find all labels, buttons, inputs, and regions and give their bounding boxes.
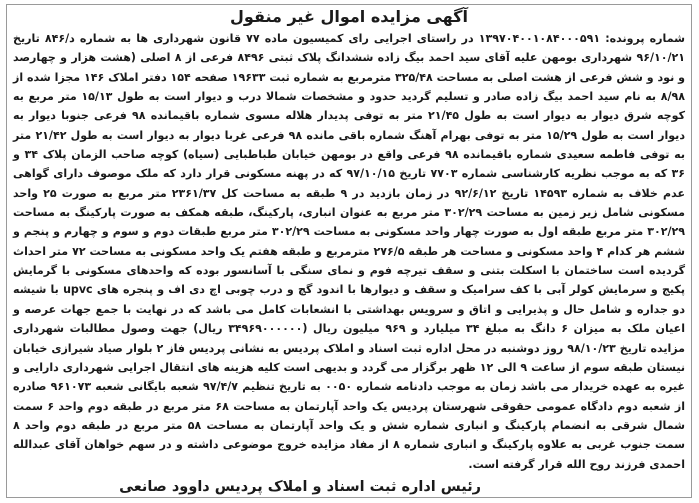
signature-line: رئیس اداره ثبت اسناد و املاک پردیس داوود صانعی: [119, 478, 481, 495]
notice-page: [6, 4, 692, 498]
notice-title: آگهی مزایده اموال غیر منقول: [230, 7, 468, 26]
notice-body: شماره پرونده: ۱۳۹۷۰۴۰۰۱۰۸۴۰۰۰۵۹۱ در راستای اجرایی رای کمیسیون ماده ۷۷ قانون شهرداری ها به شماره د/۸۴۶ تاریخ ۹۶/۱۰/۲۱ شهرداری بومهن علیه آقای سید احمد بیگ زاده ششدانگ پلاک ثبتی ۸۴۹۶ فرعی از ۸ اصلی (هشت هزار و چهارصد و نود و شش فرعی از هشت اصلی به مساحت ۳۲۵/۴۸ مترمربع به شماره ثبت ۱۹۶۳۳ صفحه ۱۵۴ دفتر املاک ۱۴۶ مجزا شده از ۸/۹۸ به نام سید احمد بیگ زاده صادر و تسلیم گردید حدود و مشخصات شمالا درب و دیوار است به طول ۱۵/۱۳ متر مربع به کوچه شرق دیوار به دیوار است به طول ۲۱/۴۵ متر به توفی پدیدار هلاله مسوی شماره باقیمانده ۹۸ فرعی جنوبا دیوار به دیوار است به طول ۱۵/۲۹ متر به توفی بهرام آهنگ شماره باقی مانده ۹۸ فرعی غربا دیوار به دیوار است به طول ۲۱/۴۲ متر به توفی فاطمه سعیدی شماره باقیمانده ۹۸ فرعی واقع در بومهن خیابان طباطبایی (سیاه) کوچه صاحب الزمان پلاک ۳۴ و ۳۶ که به موجب نظریه کارشناسی شماره ۷۷۰۳ تاریخ ۹۷/۱۰/۱۵ که در پهنه مسکونی قرار دارد که ملک موصوف دارای گواهی عدم خلاف به شماره ۱۴۵۹۳ تاریخ ۹۲/۶/۱۲ در زمان بازدید در ۹ طبقه به مساحت کل ۲۳۶۱/۳۷ متر مربع به صورت ۲۵ واحد مسکونی شامل زیر زمین به مساحت ۳۰۲/۲۹ متر مربع به عنوان انباری، پارکینگ، طبقه همکف به صورت پارکینگ به مساحت ۳۰۲/۲۹ متر مربع طبقه اول به صورت چهار واحد مسکونی به مساحت ۳۰۲/۲۹ متر مربع طبقات دوم و سوم و چهارم و پنجم و ششم هر کدام ۴ واحد مسکونی و مساحت هر طبقه ۲۷۶/۵ مترمربع و طبقه هفتم یک واحد مسکونی به مساحت ۷۲ متر احداث گردیده است ساختمان با اسکلت بتنی و سقف تیرچه فوم و نمای سنگی با آسانسور بوده که واحدهای مسکونی با گرمایش پکیج و سرمایش کولر آبی با کف سرامیک و سقف و دیوارها با اندود گچ و درب چوبی اچ دی اف و پنجره های upvc با شیشه دو جداره و شامل حال و پذیرایی و اتاق و سرویس بهداشتی با انشعابات کامل می باشد که در نهایت با جمع جهات عرصه و اعیان ملک به میزان ۶ دانگ به مبلغ ۳۴ میلیارد و ۹۶۹ میلیون ریال (۳۴۹۶۹۰۰۰۰۰۰ ریال) جهت وصول مطالبات شهرداری مزایده تاریخ ۹۸/۱۰/۲۳ روز دوشنبه در محل اداره ثبت اسناد و املاک پردیس به نشانی پردیس فاز ۲ بلوار صیاد شیرازی خیابان نیستان طبقه سوم از ساعت ۹ الی ۱۲ ظهر برگزار می گردد و بدیهی است کلیه هزینه های انتقال اجرایی شهرداری دارایی و غیره به عهده خریدار می باشد زمان به موجب دادنامه شماره ۰۰۵۰ به تاریخ تنظیم ۹۷/۴/۷ شعبه بایگانی شعبه ۹۶۱۰۷۳ صادره از شعبه دوم دادگاه عمومی حقوقی شهرستان پردیس یک واحد آپارتمان به مساحت ۶۸ متر مربع در طبقه دوم واحد ۶ سمت شمال شرقی به انضمام پارکینگ و انباری شماره شش و یک واحد آپارتمان به مساحت ۵۸ متر مربع در طبقه دوم واحد ۸ سمت جنوب غربی به علاوه پارکینگ و انباری شماره ۸ از مفاد مزایده خروج موضوعی داشته و در سهم خواهان آقای عبدالله احمدی فرزند روح الله قرار گرفته است.: [13, 32, 686, 471]
